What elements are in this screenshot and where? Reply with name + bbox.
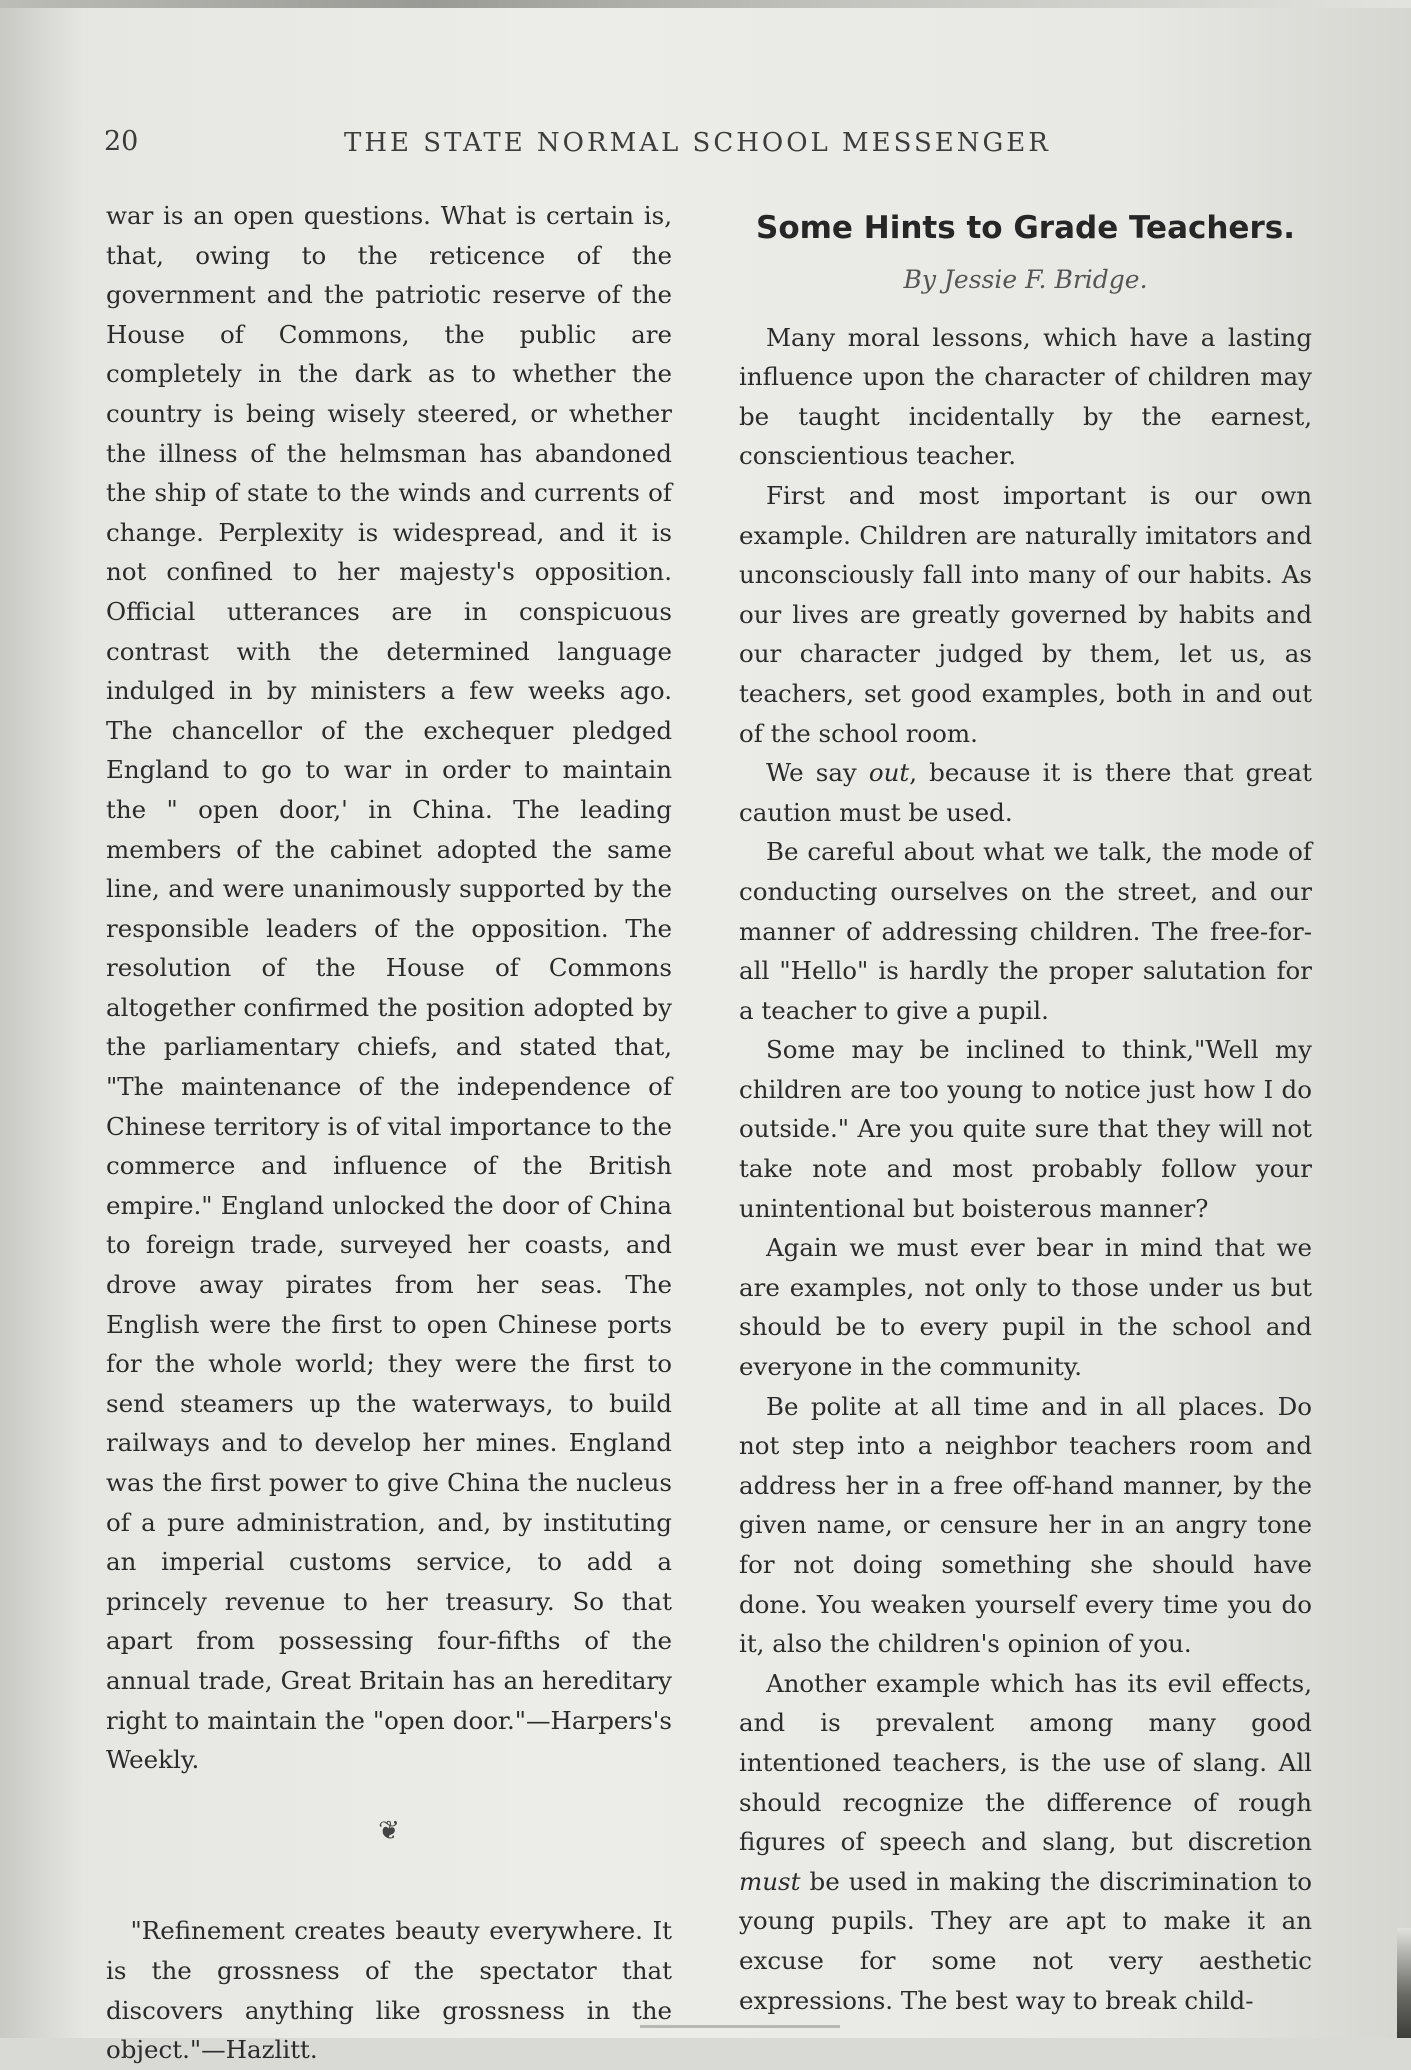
top-edge-rule	[0, 0, 1411, 8]
running-head	[0, 126, 1411, 166]
fleuron-ornament-icon: ❦	[378, 1815, 400, 1846]
emphasis-out: out	[868, 758, 910, 788]
text-run: be used in making the discrimination to young pupils. They are apt to make it an excuse for some not very aesthetic expressions. The best way to break child-	[739, 1866, 1312, 2015]
bottom-edge-mark	[640, 2025, 840, 2028]
article-paragraph: Some may be inclined to think,"Well my children are too young to notice just how I do outside." Are you quite sure that they will not take note and most probably follow your unintentional but boisterous manner?	[739, 1035, 1312, 1223]
article-title: Some Hints to Grade Teachers.	[756, 210, 1295, 246]
article-paragraph	[739, 1664, 1312, 2020]
article-paragraph	[739, 753, 1312, 832]
journal-title: THE STATE NORMAL SCHOOL MESSENGER	[344, 128, 1051, 158]
article-paragraph: Be careful about what we talk, the mode of conducting ourselves on the street, and our manner of addressing children. The free-for-all "Hello" is hardly the proper salutation for a teacher to give a pupil.	[739, 837, 1312, 1025]
page-number: 20	[104, 126, 139, 157]
emphasis-must: must	[739, 1866, 801, 1896]
right-column	[739, 206, 1312, 2020]
left-column	[106, 196, 672, 2070]
article-byline: By Jessie F. Bridge.	[903, 265, 1148, 294]
text-run: Another example which has its evil effects, and is prevalent among many good intentioned teachers, is the use of slang. All should recognize the difference of rough figures of speech and slang, but discretion	[739, 1668, 1312, 1857]
page-corner-shadow	[1397, 1928, 1411, 2038]
text-run: , because it is there that great caution must be used.	[739, 758, 1312, 827]
text-run: We say	[765, 758, 869, 788]
article-paragraph: Many moral lessons, which have a lasting influence upon the character of children may be taught incidentally by the earnest, conscientious teacher.	[739, 322, 1312, 471]
hazlitt-quote: "Refinement creates beauty everywhere. It is the grossness of the spectator that discovers anything like grossness in the object."—Hazlitt.	[106, 1916, 672, 2065]
article-paragraph: Again we must ever bear in mind that we are examples, not only to those under us but should be to every pupil in the school and everyone in the community.	[739, 1233, 1312, 1382]
article-continuation-paragraph: war is an open questions. What is certain is, that, owing to the reticence of the government and the patriotic reserve of the House of Commons, the public are completely in the dark as to whether the country is being wisely steered, or whether the illness of the helmsman has abandoned the ship of state to the winds and currents of change. Perplexity is widespread, and it is not confined to her majesty's opposition. Official utterances are in conspicuous contrast with the determined language indulged in by ministers a few weeks ago. The chancellor of the exchequer pledged England to go to war in order to maintain the " open door,' in China. The leading members of the cabinet adopted the same line, and were unanimously supported by the responsible leaders of the opposition. The resolution of the House of Commons altogether confirmed the position adopted by the parliamentary chiefs, and stated that, "The maintenance of the independence of Chinese territory is of vital importance to the commerce and influence of the British empire." England unlocked the door of China to foreign trade, surveyed her coasts, and drove away pirates from her seas. The English were the first to open Chinese ports for the whole world; they were the first to send steamers up the waterways, to build railways and to develop her mines. England was the first power to give China the nucleus of a pure administration, and, by instituting an imperial customs service, to add a princely revenue to her treasury. So that apart from possessing four-fifths of the annual trade, Great Britain has an hereditary right to maintain the "open door."—Harpers's Weekly.	[106, 201, 672, 1775]
article-paragraph: First and most important is our own example. Children are naturally imitators and unconsciously fall into many of our habits. As our lives are greatly governed by habits and our character judged by them, let us, as teachers, set good examples, both in and out of the school room.	[739, 480, 1312, 748]
article-paragraph: Be polite at all time and in all places. Do not step into a neighbor teachers room and address her in a free off-hand manner, by the given name, or censure her in an angry tone for not doing something she should have done. You weaken yourself every time you do it, also the children's opinion of you.	[739, 1391, 1312, 1659]
